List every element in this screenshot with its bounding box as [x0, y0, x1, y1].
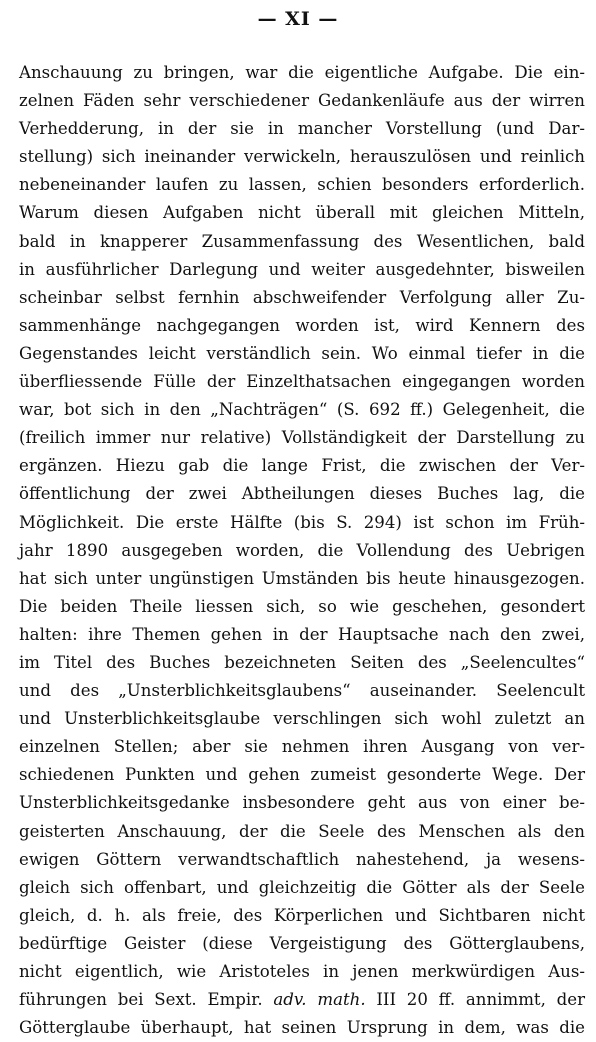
text-line-30: gleich sich offenbart, und gleichzeitig die Götter als der Seele — [19, 877, 585, 897]
text-line-20: Die beiden Theile liessen sich, so wie geschehen, gesondert — [19, 596, 585, 616]
text-line-27: Unsterblichkeitsgedanke insbesondere geht aus von einer be- — [19, 793, 585, 813]
text-line-23: und des „Unsterblichkeitsglaubens“ auseinander. Seelencult — [19, 681, 585, 701]
text-line-19: hat sich unter ungünstigen Umständen bis heute hinausgezogen. — [19, 568, 585, 588]
text-line-16: öffentlichung der zwei Abtheilungen dieses Buches lag, die — [19, 484, 585, 504]
text-line-10: sammenhänge nachgegangen worden ist, wird Kennern des — [19, 315, 585, 335]
text-line-5: nebeneinander laufen zu lassen, schien besonders erforderlich. — [19, 175, 585, 195]
text-line-34-end: III 20 ff. annimmt, der — [376, 990, 586, 1010]
text-line-4: stellung) sich ineinander verwickeln, herauszulösen und reinlich — [19, 147, 585, 167]
text-line-32: bedürftige Geister (diese Vergeistigung des Götterglaubens, — [19, 933, 585, 953]
text-line-22: im Titel des Buches bezeichneten Seiten des „Seelencultes“ — [19, 652, 585, 672]
page-number-header: — XI — — [257, 8, 339, 30]
text-line-1: Anschauung zu bringen, war die eigentliche Aufgabe. Die ein- — [19, 63, 585, 82]
body-text — [19, 59, 585, 1042]
text-line-35: Götterglaube überhaupt, hat seinen Ursprung in dem, was die — [19, 1018, 585, 1038]
text-line-14: (freilich immer nur relative) Vollständigkeit der Darstellung zu — [19, 428, 585, 448]
text-line-28: geisterten Anschauung, der die Seele des Menschen als den — [19, 821, 585, 841]
text-line-17: Möglichkeit. Die erste Hälfte (bis S. 294) ist schon im Früh- — [19, 512, 585, 532]
text-line-12: überfliessende Fülle der Einzelthatsachen eingegangen worden — [19, 372, 585, 392]
text-line-25: einzelnen Stellen; aber sie nehmen ihren Ausgang von ver- — [19, 737, 585, 757]
text-line-33: nicht eigentlich, wie Aristoteles in jenen merkwürdigen Aus- — [19, 962, 585, 981]
text-line-6: Warum diesen Aufgaben nicht überall mit gleichen Mitteln, — [19, 203, 585, 223]
text-line-26: schiedenen Punkten und gehen zumeist gesonderte Wege. Der — [19, 765, 585, 785]
text-line-3: Verhedderung, in der sie in mancher Vorstellung (und Dar- — [19, 119, 585, 139]
text-line-24: und Unsterblichkeitsglaube verschlingen sich wohl zuletzt an — [19, 709, 585, 729]
text-line-13: war, bot sich in den „Nachträgen“ (S. 692 ff.) Gelegenheit, die — [19, 400, 585, 420]
text-line-34-start: führungen bei Sext. Empir. — [19, 990, 263, 1010]
text-line-18: jahr 1890 ausgegeben worden, die Vollendung des Uebrigen — [19, 540, 585, 560]
text-line-21: halten: ihre Themen gehen in der Hauptsache nach den zwei, — [19, 624, 585, 644]
text-line-2: zelnen Fäden sehr verschiedener Gedankenläufe aus der wirren — [19, 91, 585, 111]
text-line-8: in ausführlicher Darlegung und weiter ausgedehnter, bisweilen — [19, 259, 585, 279]
text-line-7: bald in knapperer Zusammenfassung des Wesentlichen, bald — [19, 231, 585, 251]
text-line-9: scheinbar selbst fernhin abschweifender Verfolgung aller Zu- — [19, 287, 585, 307]
text-line-34-italic: adv. math. — [273, 990, 366, 1010]
text-line-31: gleich, d. h. als freie, des Körperlichen und Sichtbaren nicht — [19, 905, 585, 925]
text-line-29: ewigen Göttern verwandtschaftlich nahestehend, ja wesens- — [19, 849, 585, 869]
text-line-15: ergänzen. Hiezu gab die lange Frist, die zwischen der Ver- — [19, 456, 585, 476]
text-line-11: Gegenstandes leicht verständlich sein. Wo einmal tiefer in die — [19, 343, 585, 363]
text-line-34 — [19, 986, 585, 1014]
